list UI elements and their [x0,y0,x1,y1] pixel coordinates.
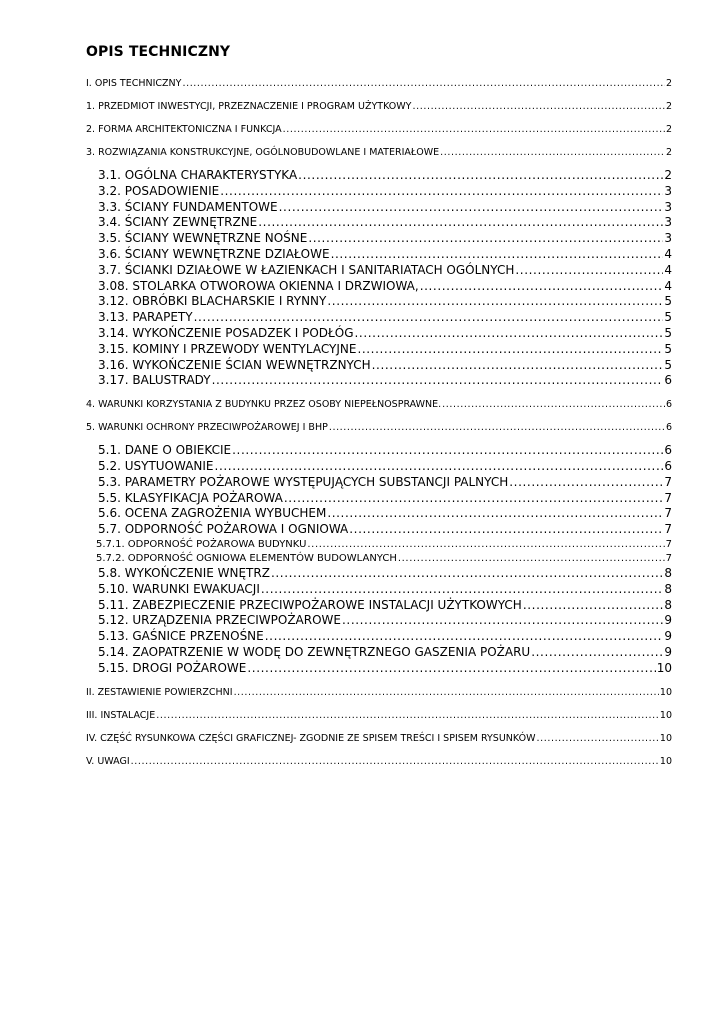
toc-entry[interactable] [86,263,672,279]
toc-entry-text: 3.16. WYKOŃCZENIE ŚCIAN WEWNĘTRZNYCH [98,357,371,372]
toc-leader-dots [258,215,663,231]
toc-entry[interactable] [86,491,672,507]
toc-page-number: 5 [664,325,672,340]
toc-entry[interactable] [86,750,672,773]
toc-entry[interactable] [86,506,672,522]
toc-page-number: 3 [664,215,672,230]
toc-page-number: 6 [665,422,672,434]
toc-page-number: 5 [664,310,672,325]
toc-entry[interactable] [86,326,672,342]
toc-page-number: 10 [659,755,672,767]
toc-entry[interactable] [86,373,672,389]
toc-entry[interactable] [86,95,672,118]
toc-page-number: 10 [656,660,672,675]
toc-leader-dots [298,168,663,184]
toc-leader-dots [440,141,665,164]
toc-leader-dots [308,231,663,247]
toc-entry-text: 5.14. ZAOPATRZENIE W WODĘ DO ZEWNĘTRZNEGO GASZENIA POŻARU [98,644,531,659]
toc-leader-dots [265,629,664,645]
toc-entry-text: 1. PRZEDMIOT INWESTYCJI, PRZEZNACZENIE I PROGRAM UŻYTKOWY [86,101,412,112]
toc-entry-text: 3.5. ŚCIANY WEWNĘTRZNE NOŚNE [98,231,308,246]
toc-leader-dots [349,522,663,538]
toc-entry-text: V. UWAGI [86,755,130,767]
toc-leader-dots [372,358,664,374]
toc-page-number: 5 [664,294,672,309]
toc-entry[interactable] [86,582,672,598]
toc-entry-text: 5.7.2. ODPORNOŚĆ OGNIOWA ELEMENTÓW BUDOWLANYCH [96,552,397,564]
toc-page-number: 3 [664,231,672,246]
toc-entry[interactable] [86,200,672,216]
toc-entry[interactable] [86,393,672,416]
toc-entry-text: 3.3. ŚCIANY FUNDAMENTOWE [98,199,278,214]
toc-entry-text: 2. FORMA ARCHITEKTONICZNA I FUNKCJA [86,124,282,135]
toc-page-number: 7 [665,538,672,550]
toc-entry[interactable] [86,310,672,326]
toc-leader-dots [234,681,659,704]
toc-page-number: 7 [665,552,672,564]
toc-entry[interactable] [86,358,672,374]
toc-entry-text: 3.12. OBRÓBKI BLACHARSKIE I RYNNY [98,294,327,309]
toc-entry[interactable] [86,72,672,95]
toc-leader-dots [232,443,663,459]
toc-leader-dots [131,750,659,773]
toc-entry-text: 5. WARUNKI OCHRONY PRZECIWPOŻAROWEJ I BHP [86,422,328,434]
toc-entry[interactable] [86,215,672,231]
toc-entry[interactable] [86,704,672,727]
toc-entry[interactable] [86,247,672,263]
toc-leader-dots [412,95,664,118]
toc-entry-text: 5.2. USYTUOWANIE [98,458,214,473]
toc-page-number: 8 [664,581,672,596]
toc-page-number: 8 [664,597,672,612]
toc-leader-dots [329,416,665,439]
toc-leader-dots [420,279,664,295]
toc-entry[interactable] [86,598,672,614]
toc-page-number: 6 [664,373,672,388]
toc-entry[interactable] [86,566,672,582]
toc-entry-text: 3.17. BALUSTRADY [98,373,211,388]
toc-entry[interactable] [86,118,672,141]
toc-leader-dots [327,506,663,522]
toc-leader-dots [509,475,663,491]
toc-page-number: 7 [664,506,672,521]
toc-entry[interactable] [86,279,672,295]
toc-leader-dots [284,491,664,507]
toc-leader-dots [355,326,664,342]
toc-leader-dots [212,373,664,389]
toc-entry-text: 3.7. ŚCIANKI DZIAŁOWE W ŁAZIENKACH I SANITARIATACH OGÓLNYCH [98,262,515,277]
toc-entry[interactable] [86,645,672,661]
toc-entry[interactable] [86,416,672,439]
toc-leader-dots [515,263,663,279]
toc-entry-text: 3.6. ŚCIANY WEWNĘTRZNE DZIAŁOWE [98,246,330,261]
toc-entry-text: 5.3. PARAMETRY POŻAROWE WYSTĘPUJĄCYCH SUBSTANCJI PALNYCH [98,474,509,489]
toc-entry[interactable] [86,613,672,629]
toc-entry[interactable] [86,661,672,677]
toc-leader-dots [307,538,664,552]
toc-entry-text: 5.12. URZĄDZENIA PRZECIWPOŻAROWE [98,613,341,628]
toc-entry-text: 5.7. ODPORNOŚĆ POŻAROWA I OGNIOWA [98,522,349,537]
toc-page-number: 7 [664,490,672,505]
toc-page-number: 2 [665,124,672,135]
toc-leader-dots [331,247,664,263]
toc-entry-text: 5.8. WYKOŃCZENIE WNĘTRZ [98,565,270,580]
toc-leader-dots [182,72,665,95]
table-of-contents [86,72,672,773]
toc-entry[interactable] [86,141,672,164]
toc-leader-dots [156,704,659,727]
toc-page-number: 5 [664,341,672,356]
toc-page-number: 3 [664,183,672,198]
document-title: OPIS TECHNICZNY [86,44,231,60]
toc-entry[interactable] [86,168,672,184]
toc-leader-dots [283,118,665,141]
toc-leader-dots [327,294,663,310]
toc-entry[interactable] [86,475,672,491]
toc-entry-text: 5.1. DANE O OBIEKCIE [98,443,232,458]
toc-page-number: 10 [659,686,672,698]
toc-entry-text: 5.7.1. ODPORNOŚĆ POŻAROWA BUDYNKU [96,538,307,550]
toc-entry-text: 5.13. GAŚNICE PRZENOŚNE [98,629,264,644]
toc-entry-text: 3.13. PARAPETY [98,310,193,325]
toc-page-number: 4 [664,262,672,277]
toc-entry-text: III. INSTALACJE [86,709,156,721]
toc-entry[interactable] [86,443,672,459]
toc-page-number: 9 [664,644,672,659]
toc-page-number: 2 [665,101,672,112]
toc-leader-dots [261,582,663,598]
toc-leader-dots [357,342,663,358]
document-page [86,44,672,773]
toc-entry-text: 5.6. OCENA ZAGROŻENIA WYBUCHEM [98,506,327,521]
toc-entry-text: 3.4. ŚCIANY ZEWNĘTRZNE [98,215,258,230]
toc-leader-dots [442,393,665,416]
toc-page-number: 5 [664,357,672,372]
toc-page-number: 2 [664,168,672,182]
toc-entry-text: 5.15. DROGI POŻAROWE [98,660,247,675]
toc-entry[interactable] [86,459,672,475]
toc-leader-dots [398,552,665,566]
toc-page-number: 3 [664,199,672,214]
toc-page-number: 4 [664,246,672,261]
toc-entry-text: 5.10. WARUNKI EWAKUACJI [98,581,260,596]
toc-page-number: 10 [659,709,672,721]
toc-entry[interactable] [86,727,672,750]
toc-leader-dots [342,613,663,629]
toc-entry[interactable] [86,342,672,358]
toc-entry-text: I. OPIS TECHNICZNY [86,78,182,89]
toc-page-number: 2 [665,78,672,89]
toc-leader-dots [215,459,664,475]
toc-entry[interactable] [86,184,672,200]
toc-leader-dots [523,598,664,614]
toc-leader-dots [194,310,664,326]
toc-entry-text: IV. CZĘŚĆ RYSUNKOWA CZĘŚCI GRAFICZNEJ- ZGODNIE ZE SPISEM TREŚCI I SPISEM RYSUNKÓW [86,732,536,744]
toc-leader-dots [220,184,663,200]
toc-page-number: 6 [664,443,672,458]
toc-page-number: 9 [664,629,672,644]
toc-entry-text: 3.15. KOMINY I PRZEWODY WENTYLACYJNE [98,341,357,356]
toc-entry-text: 3.14. WYKOŃCZENIE POSADZEK I PODŁÓG [98,325,354,340]
toc-entry-text: 3.2. POSADOWIENIE [98,183,220,198]
toc-leader-dots [271,566,663,582]
toc-leader-dots [536,727,658,750]
toc-entry[interactable] [86,552,672,566]
toc-entry-text: II. ZESTAWIENIE POWIERZCHNI [86,686,233,698]
toc-entry[interactable] [86,522,672,538]
toc-leader-dots [279,200,664,216]
toc-entry-text: 5.5. KLASYFIKACJA POŻAROWA [98,490,283,505]
toc-entry[interactable] [86,538,672,552]
toc-page-number: 7 [664,474,672,489]
toc-page-number: 9 [664,613,672,628]
toc-entry-text: 5.11. ZABEZPIECZENIE PRZECIWPOŻAROWE INSTALACJI UŻYTKOWYCH [98,597,522,612]
toc-page-number: 10 [659,732,672,744]
toc-entry-text: 3.08. STOLARKA OTWOROWA OKIENNA I DRZWIOWA, [98,278,419,293]
toc-page-number: 4 [664,278,672,293]
toc-page-number: 6 [664,458,672,473]
toc-leader-dots [531,645,663,661]
toc-entry[interactable] [86,681,672,704]
toc-entry[interactable] [86,231,672,247]
toc-page-number: 2 [665,147,672,158]
toc-page-number: 8 [664,565,672,580]
toc-entry[interactable] [86,294,672,310]
toc-page-number: 6 [665,399,672,411]
toc-leader-dots [247,661,655,677]
toc-entry-text: 3.1. OGÓLNA CHARAKTERYSTYKA [98,168,298,182]
toc-entry-text: 3. ROZWIĄZANIA KONSTRUKCYJNE, OGÓLNOBUDOWLANE I MATERIAŁOWE [86,147,440,158]
toc-page-number: 7 [664,522,672,537]
toc-entry[interactable] [86,629,672,645]
toc-entry-text: 4. WARUNKI KORZYSTANIA Z BUDYNKU PRZEZ OSOBY NIEPEŁNOSPRAWNE. [86,399,442,411]
